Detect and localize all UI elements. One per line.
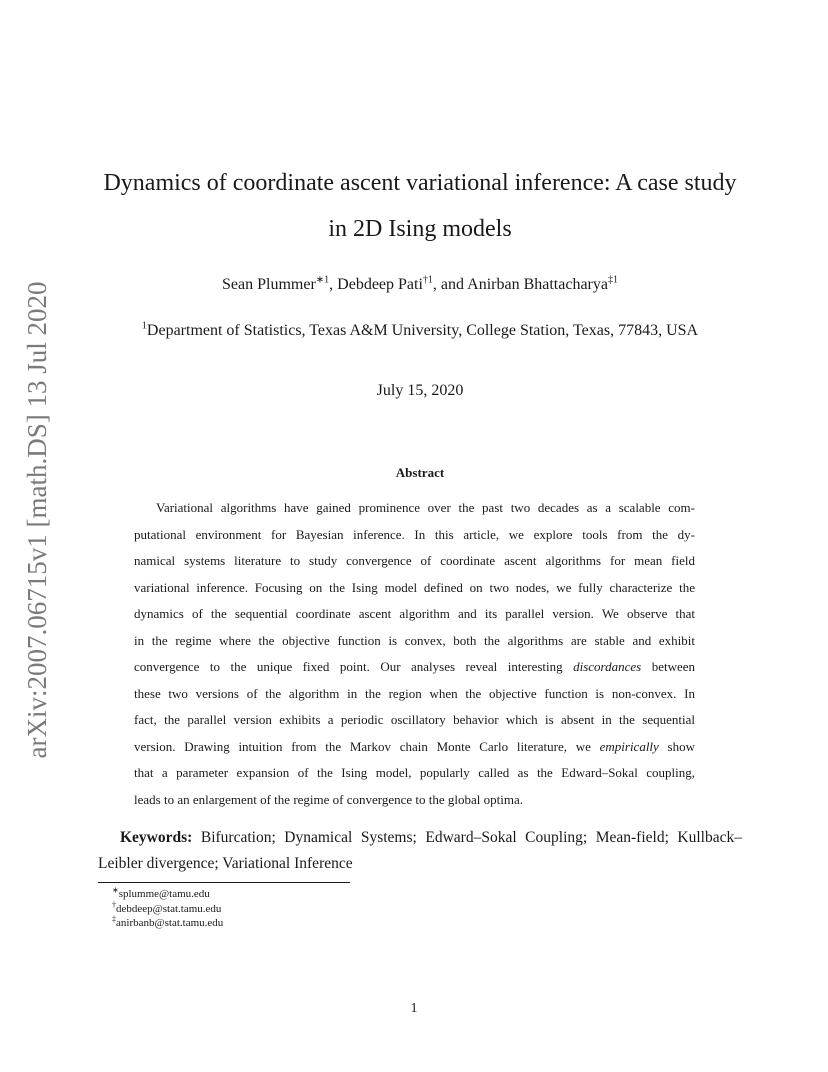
arxiv-stamp: arXiv:2007.06715v1 [math.DS] 13 Jul 2020 xyxy=(22,281,52,759)
abstract-line: fact, the parallel version exhibits a periodic oscillatory behavior which is absent in the sequential xyxy=(134,712,695,727)
abstract-line: leads to an enlargement of the regime of convergence to the global optima. xyxy=(134,791,524,807)
abstract-line: that a parameter expansion of the Ising model, popularly called as the Edward–Sokal coupling, xyxy=(134,765,695,780)
footnote xyxy=(112,887,223,902)
abstract-line: namical systems literature to study convergence of coordinate ascent algorithms for mean field xyxy=(134,553,695,568)
footnote-email: splumme@tamu.edu xyxy=(118,888,210,900)
affiliation-mark: 1 xyxy=(141,320,147,332)
paper-title-line-2: in 2D Ising models xyxy=(328,216,512,242)
affiliation xyxy=(70,322,770,340)
keywords-line: Leibler divergence; Variational Inference xyxy=(98,855,353,872)
author-name: , Debdeep Pati xyxy=(329,276,423,293)
footnote-mark: ∗ xyxy=(112,885,119,895)
abstract-text: version. Drawing intuition from the Markov chain Monte Carlo literature, we xyxy=(134,738,600,754)
abstract-line: Variational algorithms have gained prominence over the past two decades as a scalable com- xyxy=(156,500,695,515)
abstract-emphasis: empirically xyxy=(599,738,659,754)
abstract-heading: Abstract xyxy=(395,465,445,480)
keywords-text: Bifurcation; Dynamical Systems; Edward–Sokal Coupling; Mean-field; Kullback– xyxy=(192,829,742,846)
author-name: , and Anirban Bhattacharya xyxy=(432,276,608,293)
keywords xyxy=(98,825,742,877)
footnote-mark: † xyxy=(112,899,116,909)
affiliation-text: Department of Statistics, Texas A&M University, College Station, Texas, 77843, USA xyxy=(146,322,699,339)
abstract-body xyxy=(134,495,695,813)
author-list xyxy=(70,276,770,294)
paper-title-line-1: Dynamics of coordinate ascent variational inference: A case study xyxy=(103,170,737,196)
abstract-line: in the regime where the objective function is convex, both the algorithms are stable and exhibit xyxy=(134,632,695,648)
footnote xyxy=(112,916,223,931)
keywords-line xyxy=(98,825,742,851)
footnote-email: debdeep@stat.tamu.edu xyxy=(116,902,222,915)
abstract-text: convergence to the unique fixed point. Our analyses reveal interesting xyxy=(134,659,574,674)
footnote xyxy=(112,899,223,917)
abstract-text: show xyxy=(658,738,695,754)
abstract-line xyxy=(134,654,695,681)
abstract-line: putational environment for Bayesian inference. In this article, we explore tools from the dy- xyxy=(134,526,695,542)
abstract-emphasis: discordances xyxy=(573,659,642,674)
footnotes xyxy=(112,887,223,931)
footnote-mark: ‡ xyxy=(112,914,116,924)
page-number: 1 xyxy=(410,1001,418,1016)
author-mark: ∗1 xyxy=(315,274,330,286)
paper-date: July 15, 2020 xyxy=(376,382,464,399)
abstract-line: dynamics of the sequential coordinate ascent algorithm and its parallel version. We observe that xyxy=(134,606,695,621)
abstract-text: between xyxy=(641,659,695,674)
abstract-line: these two versions of the algorithm in the region when the objective function is non-convex. In xyxy=(134,685,695,701)
footnote-email: anirbanb@stat.tamu.edu xyxy=(116,917,224,929)
footnote-rule xyxy=(98,882,350,883)
author-name: Sean Plummer xyxy=(222,276,316,293)
author-mark: †1 xyxy=(422,274,433,286)
author-mark: ‡1 xyxy=(607,274,618,286)
abstract-line xyxy=(134,734,695,761)
abstract-line: variational inference. Focusing on the Ising model defined on two nodes, we fully characterize the xyxy=(134,579,695,595)
keywords-label: Keywords: xyxy=(120,829,193,846)
